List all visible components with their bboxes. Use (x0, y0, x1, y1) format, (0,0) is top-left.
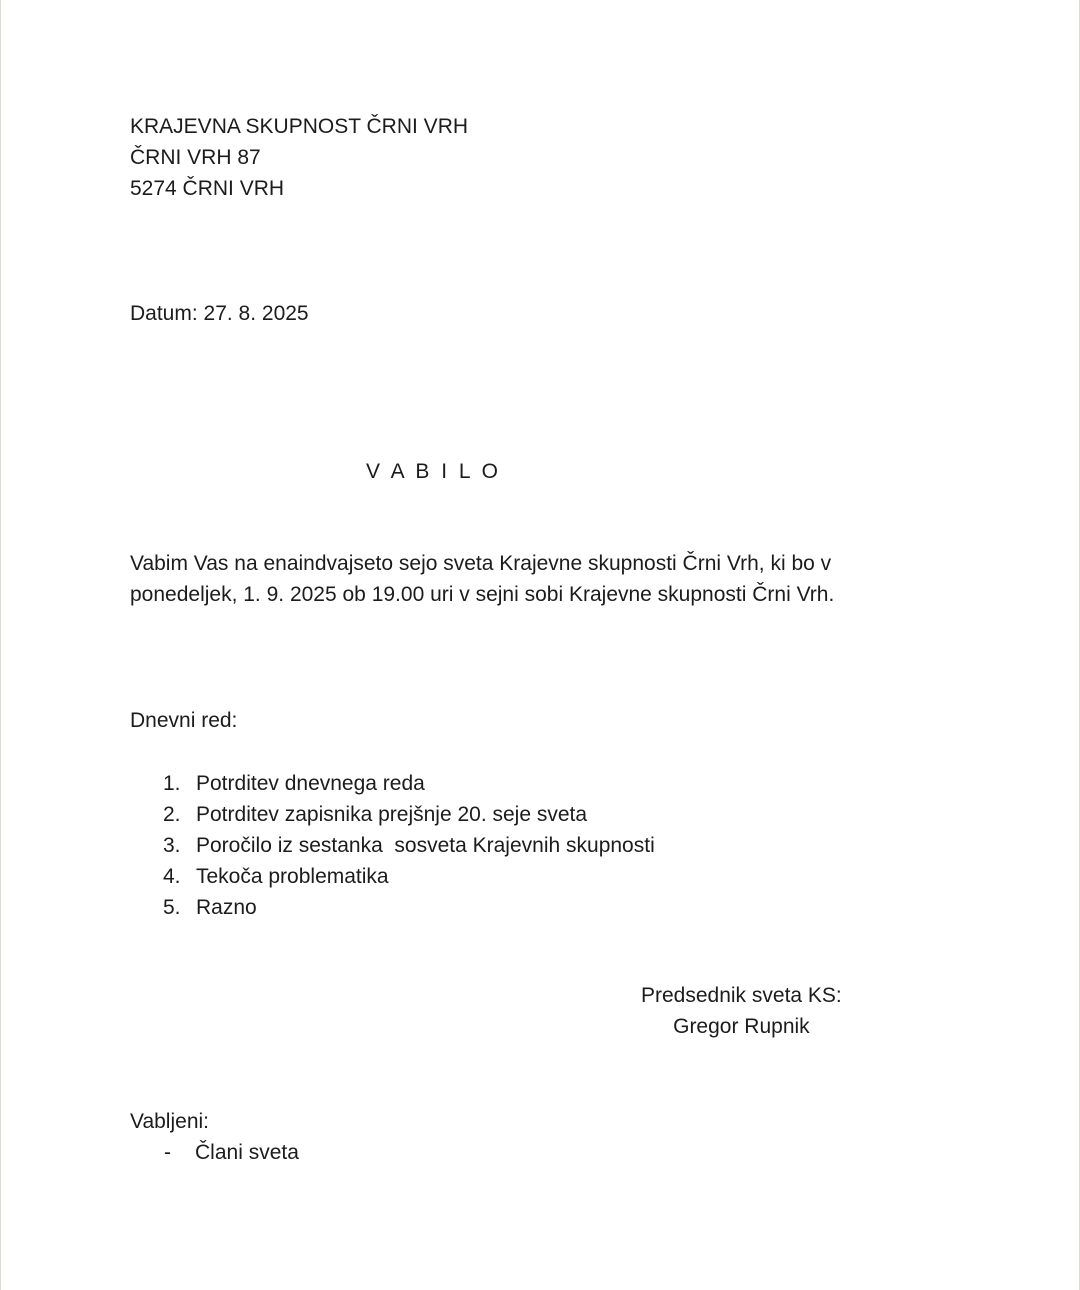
agenda-item-text: Poročilo iz sestanka sosveta Krajevnih skupnosti (196, 834, 655, 857)
agenda-item (163, 799, 979, 830)
agenda-item-number: 2. (163, 803, 181, 826)
document-content (1, 111, 1079, 1168)
date-line: Datum: 27. 8. 2025 (130, 302, 309, 325)
sender-line-2: ČRNI VRH 87 (130, 146, 261, 169)
agenda-item (163, 768, 979, 799)
invitees-heading: Vabljeni: (130, 1110, 209, 1133)
agenda-item-number: 3. (163, 834, 181, 857)
sender-line-3: 5274 ČRNI VRH (130, 177, 285, 200)
invitation-paragraph-line-2: ponedeljek, 1. 9. 2025 ob 19.00 uri v sejni sobi Krajevne skupnosti Črni Vrh. (130, 583, 835, 606)
agenda-item-number: 5. (163, 896, 181, 919)
agenda-list (130, 768, 979, 923)
invitee-item (130, 1137, 979, 1168)
agenda-item-text: Potrditev zapisnika prejšnje 20. seje sveta (196, 803, 588, 826)
invitee-bullet: - (164, 1141, 171, 1164)
signature-name: Gregor Rupnik (673, 1015, 810, 1038)
sender-address-block (130, 111, 979, 204)
document-title: V A B I L O (366, 460, 501, 483)
agenda-heading: Dnevni red: (130, 709, 238, 732)
invitation-paragraph-line-1: Vabim Vas na enaindvajseto sejo sveta Krajevne skupnosti Črni Vrh, ki bo v (130, 552, 832, 575)
sender-line-1: KRAJEVNA SKUPNOST ČRNI VRH (130, 115, 469, 138)
agenda-item-text: Razno (196, 896, 257, 919)
invitation-paragraph (130, 548, 979, 610)
signature-role: Predsednik sveta KS: (641, 984, 842, 1007)
agenda-item (163, 861, 979, 892)
agenda-item-number: 4. (163, 865, 181, 888)
signature-block (641, 980, 842, 1042)
agenda-item-text: Potrditev dnevnega reda (196, 772, 425, 795)
agenda-item (163, 892, 979, 923)
invitee-text: Člani sveta (195, 1141, 299, 1164)
agenda-item (163, 830, 979, 861)
agenda-item-number: 1. (163, 772, 181, 795)
agenda-item-text: Tekoča problematika (196, 865, 389, 888)
